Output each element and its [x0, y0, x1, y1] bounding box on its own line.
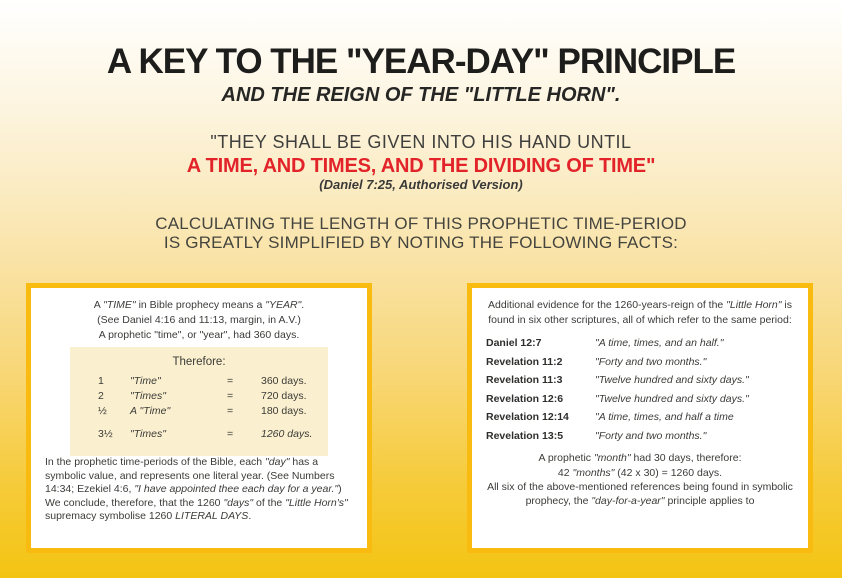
- intro-statement-line-1: CALCULATING THE LENGTH OF THIS PROPHETIC TIME-PERIOD: [155, 214, 687, 233]
- page-title: A KEY TO THE "YEAR-DAY" PRINCIPLE: [106, 42, 736, 81]
- scripture-reference-list: [486, 337, 794, 443]
- prophetic-month-block: [486, 451, 794, 481]
- equals-cell: =: [227, 405, 234, 417]
- intro-statement: [0, 214, 842, 252]
- prophetic-month-line-1: A prophetic "month" had 30 days, therefore:: [538, 452, 742, 464]
- scripture-reference-row: [486, 356, 794, 370]
- time-definition-line-1: A "TIME" in Bible prophecy means a "YEAR".: [93, 299, 305, 311]
- therefore-box: [70, 347, 328, 456]
- reference-quote: "Forty and two months.": [595, 429, 707, 442]
- reference-name: Revelation 12:14: [486, 411, 569, 423]
- reference-quote: "Twelve hundred and sixty days.": [595, 392, 749, 405]
- term-cell: "Time": [130, 375, 161, 387]
- intro-statement-line-2: IS GREATLY SIMPLIFIED BY NOTING THE FOLLOWING FACTS:: [163, 233, 679, 252]
- page-subtitle: AND THE REIGN OF THE "LITTLE HORN".: [221, 84, 621, 106]
- reference-name: Revelation 11:2: [486, 355, 563, 368]
- quantity-cell: 1: [98, 375, 104, 387]
- therefore-row-4: [70, 427, 328, 442]
- reference-name: Revelation 13:5: [486, 429, 564, 442]
- scripture-reference-row: [486, 374, 794, 388]
- header-section: [0, 0, 842, 252]
- content-panels: [26, 283, 813, 553]
- equals-cell: =: [227, 428, 234, 440]
- prophetic-month-line-2: 42 "months" (42 x 30) = 1260 days.: [557, 467, 723, 479]
- scripture-quote-block: [0, 133, 842, 192]
- therefore-row-2: [70, 389, 328, 404]
- closing-paragraph: All six of the above-mentioned references being found in symbolic prophecy, the "day-for-a-year" principle applies to: [487, 481, 793, 507]
- reference-name: Daniel 12:7: [486, 337, 542, 349]
- value-cell: 360 days.: [261, 375, 307, 387]
- scripture-reference-row: [486, 430, 794, 444]
- therefore-row-3: [70, 404, 328, 419]
- scripture-reference-row: [486, 337, 794, 351]
- equals-cell: =: [227, 375, 234, 387]
- term-cell: "Times": [130, 428, 166, 440]
- value-cell: 180 days.: [261, 405, 307, 417]
- reference-quote: "A time, times, and an half.": [595, 337, 724, 349]
- therefore-row-1: [70, 374, 328, 389]
- additional-evidence-paragraph: Additional evidence for the 1260-years-reign of the "Little Horn" is found in six other scriptures, all of which refer to the same period:: [488, 299, 792, 326]
- conclusion-paragraph: We conclude, therefore, that the 1260 "days" of the "Little Horn's" supremacy symbolise 1260 LITERAL DAYS.: [45, 496, 348, 522]
- day-year-paragraph: In the prophetic time-periods of the Bible, each "day" has a symbolic value, and represents one literal year. (See Numbers 14:34; Ezekiel 4:6, "I have appointed thee each day for a year."): [45, 456, 342, 495]
- reference-quote: "Twelve hundred and sixty days.": [595, 374, 749, 386]
- scripture-quote-line-1: "THEY SHALL BE GIVEN INTO HIS HAND UNTIL: [210, 132, 632, 152]
- quantity-cell: 3½: [98, 428, 113, 440]
- quantity-cell: 2: [98, 390, 104, 402]
- value-cell: 1260 days.: [261, 428, 313, 440]
- quantity-cell: ½: [98, 405, 107, 417]
- scripture-quote-highlight: A TIME, AND TIMES, AND THE DIVIDING OF TIME": [186, 155, 656, 177]
- reference-quote: "Forty and two months.": [595, 355, 707, 368]
- scripture-quote-reference: (Daniel 7:25, Authorised Version): [319, 177, 523, 192]
- therefore-heading: Therefore:: [172, 356, 226, 368]
- value-cell: 720 days.: [261, 390, 307, 402]
- equals-cell: =: [227, 390, 234, 402]
- reference-name: Revelation 12:6: [486, 392, 564, 405]
- time-definition-line-2: (See Daniel 4:16 and 11:13, margin, in A.V.): [97, 314, 301, 326]
- time-definition-line-3: A prophetic "time", or "year", had 360 days.: [98, 329, 300, 341]
- right-panel-additional-evidence: [467, 283, 813, 553]
- scripture-reference-row: [486, 411, 794, 425]
- scripture-reference-row: [486, 393, 794, 407]
- reference-quote: "A time, times, and half a time: [595, 411, 734, 423]
- left-panel-time-definition: [26, 283, 372, 553]
- term-cell: A "Time": [130, 405, 171, 417]
- reference-name: Revelation 11:3: [486, 374, 563, 386]
- term-cell: "Times": [130, 390, 166, 402]
